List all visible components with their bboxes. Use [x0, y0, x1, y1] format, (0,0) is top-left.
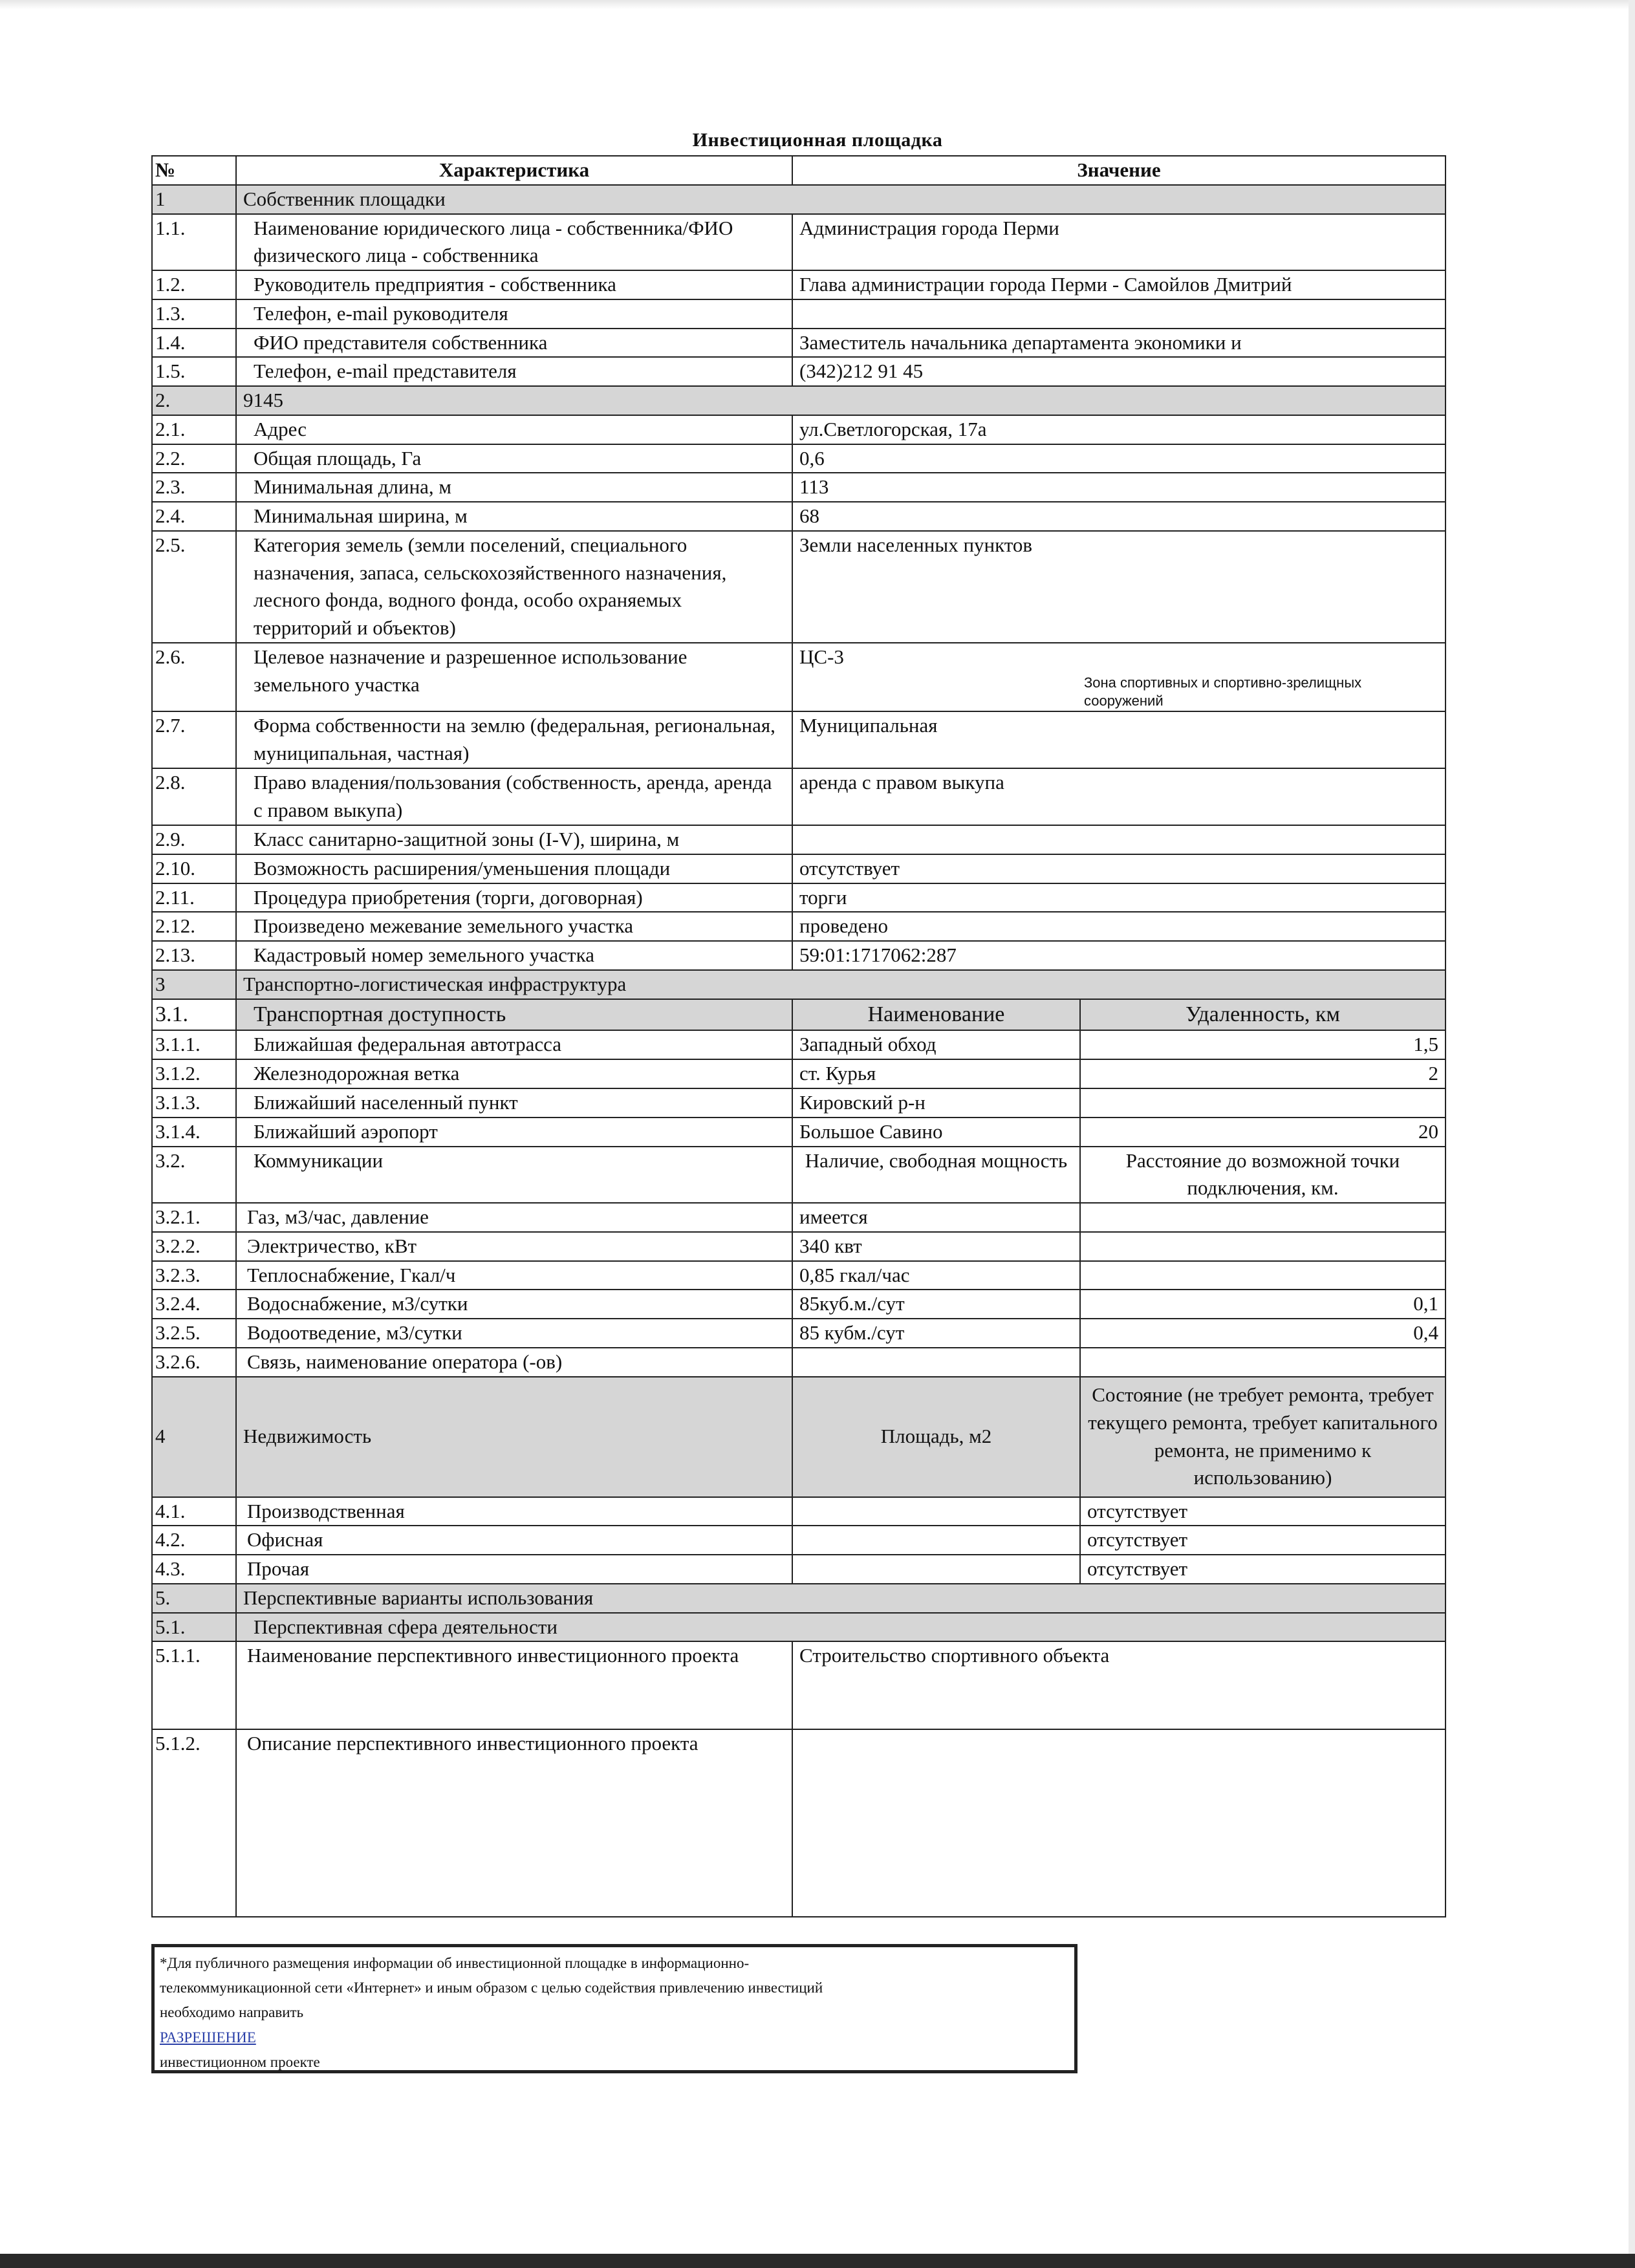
zoning-note: Зона спортивных и спортивно-зрелищных сооружений: [1084, 674, 1362, 709]
table-row: [152, 1290, 1446, 1319]
row-label: Водоотведение, м3/сутки: [236, 1319, 792, 1348]
row-num: 2.13.: [152, 941, 236, 970]
row-label: Перспективная сфера деятельности: [236, 1613, 1446, 1642]
row-name: Большое Савино: [792, 1118, 1080, 1147]
row-num: 2.12.: [152, 912, 236, 941]
subsection-row: [152, 1147, 1446, 1204]
row-value: 59:01:1717062:287: [792, 941, 1446, 970]
column-header-availability: Наличие, свободная мощность: [792, 1147, 1080, 1204]
row-num: 2.6.: [152, 643, 236, 711]
row-value: Глава администрации города Перми - Самойлов Дмитрий: [792, 270, 1446, 299]
row-value: Земли населенных пунктов: [792, 531, 1446, 643]
footnote-line: инвестиционном проекте: [160, 2053, 320, 2070]
investment-site-table: [151, 155, 1446, 1917]
row-state: отсутствует: [1080, 1497, 1446, 1526]
table-row: [152, 643, 1446, 711]
row-num: 4.1.: [152, 1497, 236, 1526]
table-row: [152, 502, 1446, 531]
row-value: [792, 299, 1446, 329]
row-distance: 2: [1080, 1059, 1446, 1088]
row-value: торги: [792, 883, 1446, 913]
scan-top-edge: [0, 0, 1635, 9]
section-row: [152, 1377, 1446, 1497]
table-row: [152, 270, 1446, 299]
row-label: Ближайший аэропорт: [236, 1118, 792, 1147]
table-row: [152, 1088, 1446, 1118]
column-header-area: Площадь, м2: [792, 1377, 1080, 1497]
row-label: ФИО представителя собственника: [236, 329, 792, 358]
footnote-line: необходимо направить: [160, 2004, 304, 2021]
row-num: 3.2.: [152, 1147, 236, 1204]
row-num: 1.5.: [152, 357, 236, 386]
row-num: 3.1.1.: [152, 1030, 236, 1059]
row-distance: [1080, 1203, 1446, 1232]
footnote-line: *Для публичного размещения информации об инвестиционной площадке в информационно-: [160, 1955, 750, 1971]
row-label: Ближайший населенный пункт: [236, 1088, 792, 1118]
table-row: [152, 1555, 1446, 1584]
row-value: 113: [792, 473, 1446, 502]
row-num: 3.1.3.: [152, 1088, 236, 1118]
row-label: Коммуникации: [236, 1147, 792, 1204]
row-value: отсутствует: [792, 854, 1446, 883]
row-num: 2.11.: [152, 883, 236, 913]
table-row: [152, 1203, 1446, 1232]
table-row: [152, 299, 1446, 329]
row-availability: 85 кубм./сут: [792, 1319, 1080, 1348]
row-distance: 0,4: [1080, 1319, 1446, 1348]
row-num: 3.2.1.: [152, 1203, 236, 1232]
row-num: 2.5.: [152, 531, 236, 643]
row-num: 2.2.: [152, 444, 236, 473]
section-row: [152, 386, 1446, 415]
table-row: [152, 1729, 1446, 1917]
row-value: (342)212 91 45: [792, 357, 1446, 386]
row-num: 2.7.: [152, 711, 236, 768]
row-num: 3.2.3.: [152, 1261, 236, 1290]
row-value: 0,6: [792, 444, 1446, 473]
row-availability: 340 квт: [792, 1232, 1080, 1261]
column-header-distance: Удаленность, км: [1080, 999, 1446, 1031]
table-row: [152, 415, 1446, 444]
row-distance: 0,1: [1080, 1290, 1446, 1319]
row-label: Электричество, кВт: [236, 1232, 792, 1261]
row-label: Произведено межевание земельного участка: [236, 912, 792, 941]
table-row: [152, 444, 1446, 473]
row-num: 4.2.: [152, 1526, 236, 1555]
row-label: Право владения/пользования (собственность, аренда, аренда с правом выкупа): [236, 768, 792, 825]
row-availability: 0,85 гкал/час: [792, 1261, 1080, 1290]
row-label: Адрес: [236, 415, 792, 444]
row-num: 2.8.: [152, 768, 236, 825]
row-value: ул.Светлогорская, 17а: [792, 415, 1446, 444]
table-row: [152, 357, 1446, 386]
section-row: [152, 1584, 1446, 1613]
row-availability: 85куб.м./сут: [792, 1290, 1080, 1319]
row-label: Описание перспективного инвестиционного проекта: [236, 1729, 792, 1917]
row-label: Газ, м3/час, давление: [236, 1203, 792, 1232]
row-label: Телефон, e-mail руководителя: [236, 299, 792, 329]
table-row: [152, 711, 1446, 768]
row-num: 2.4.: [152, 502, 236, 531]
row-label: Процедура приобретения (торги, договорная): [236, 883, 792, 913]
row-label: Наименование юридического лица - собственника/ФИО физического лица - собственника: [236, 214, 792, 271]
row-num: 2.1.: [152, 415, 236, 444]
row-label: Руководитель предприятия - собственника: [236, 270, 792, 299]
table-row: [152, 473, 1446, 502]
scan-bottom-edge: [0, 2254, 1635, 2268]
table-row: [152, 941, 1446, 970]
section-num: 3: [152, 970, 236, 999]
row-distance: 1,5: [1080, 1030, 1446, 1059]
scan-right-edge: [1629, 0, 1635, 2268]
column-header-name: Наименование: [792, 999, 1080, 1031]
row-value: проведено: [792, 912, 1446, 941]
row-label: Телефон, e-mail представителя: [236, 357, 792, 386]
footnote-box: [151, 1944, 1077, 2073]
row-label: Транспортная доступность: [236, 999, 792, 1031]
table-row: [152, 1232, 1446, 1261]
row-label: Офисная: [236, 1526, 792, 1555]
section-num: 4: [152, 1377, 236, 1497]
table-row: [152, 329, 1446, 358]
row-name: ст. Курья: [792, 1059, 1080, 1088]
section-row: [152, 970, 1446, 999]
table-row: [152, 1497, 1446, 1526]
zoning-code: ЦС-3: [799, 645, 844, 669]
row-distance: [1080, 1348, 1446, 1377]
row-name: Кировский р-н: [792, 1088, 1080, 1118]
row-availability: [792, 1348, 1080, 1377]
row-label: Класс санитарно-защитной зоны (I-V), ширина, м: [236, 825, 792, 854]
row-label: Прочая: [236, 1555, 792, 1584]
table-row: [152, 912, 1446, 941]
row-num: 3.2.5.: [152, 1319, 236, 1348]
section-title: Недвижимость: [236, 1377, 792, 1497]
section-row: [152, 185, 1446, 214]
table-row: [152, 1030, 1446, 1059]
row-num: 1.1.: [152, 214, 236, 271]
header-value: Значение: [792, 156, 1446, 185]
row-value: Строительство спортивного объекта: [792, 1641, 1446, 1729]
row-label: Железнодорожная ветка: [236, 1059, 792, 1088]
row-num: 4.3.: [152, 1555, 236, 1584]
row-label: Возможность расширения/уменьшения площади: [236, 854, 792, 883]
table-row: [152, 214, 1446, 271]
table-row: [152, 1641, 1446, 1729]
table-row: [152, 825, 1446, 854]
section-num: 5.: [152, 1584, 236, 1613]
subsection-row: [152, 1613, 1446, 1642]
row-label: Минимальная длина, м: [236, 473, 792, 502]
section-title: 9145: [236, 386, 1446, 415]
row-num: 3.1.: [152, 999, 236, 1031]
row-label: Кадастровый номер земельного участка: [236, 941, 792, 970]
table-row: [152, 531, 1446, 643]
row-value: Администрация города Перми: [792, 214, 1446, 271]
row-value: Заместитель начальника департамента экономики и: [792, 329, 1446, 358]
row-value: 68: [792, 502, 1446, 531]
row-label: Ближайшая федеральная автотрасса: [236, 1030, 792, 1059]
row-num: 2.9.: [152, 825, 236, 854]
subsection-row: [152, 999, 1446, 1031]
table-row: [152, 1059, 1446, 1088]
row-num: 5.1.: [152, 1613, 236, 1642]
row-label: Водоснабжение, м3/сутки: [236, 1290, 792, 1319]
row-label: Производственная: [236, 1497, 792, 1526]
table-row: [152, 883, 1446, 913]
row-num: 1.2.: [152, 270, 236, 299]
table-row: [152, 1261, 1446, 1290]
row-num: 3.2.4.: [152, 1290, 236, 1319]
row-num: 1.4.: [152, 329, 236, 358]
column-header-state: Состояние (не требует ремонта, требует текущего ремонта, требует капитального ремонта, не применимо к использованию): [1080, 1377, 1446, 1497]
row-value: аренда с правом выкупа: [792, 768, 1446, 825]
row-value: [792, 643, 1446, 711]
row-distance: [1080, 1088, 1446, 1118]
table-header-row: [152, 156, 1446, 185]
section-num: 2.: [152, 386, 236, 415]
row-area: [792, 1555, 1080, 1584]
permission-link[interactable]: РАЗРЕШЕНИЕ: [160, 2029, 256, 2046]
header-characteristic: Характеристика: [236, 156, 792, 185]
row-label: Общая площадь, Га: [236, 444, 792, 473]
table-row: [152, 854, 1446, 883]
row-value: [792, 1729, 1446, 1917]
row-label: Форма собственности на землю (федеральная, региональная, муниципальная, частная): [236, 711, 792, 768]
row-area: [792, 1526, 1080, 1555]
row-num: 3.1.2.: [152, 1059, 236, 1088]
section-title: Перспективные варианты использования: [236, 1584, 1446, 1613]
row-distance: [1080, 1261, 1446, 1290]
document-title: Инвестиционная площадка: [692, 129, 943, 151]
row-value: Муниципальная: [792, 711, 1446, 768]
row-label: Категория земель (земли поселений, специального назначения, запаса, сельскохозяйственного назначения, лесного фонда, водного фонда, особо охраняемых территорий и объектов): [236, 531, 792, 643]
row-label: Целевое назначение и разрешенное использование земельного участка: [236, 643, 792, 711]
table-row: [152, 1118, 1446, 1147]
row-num: 1.3.: [152, 299, 236, 329]
row-area: [792, 1497, 1080, 1526]
table-row: [152, 1319, 1446, 1348]
footnote-line: телекоммуникационной сети «Интернет» и иным образом с целью содействия привлечению инвестиций: [160, 1980, 823, 1996]
row-distance: [1080, 1232, 1446, 1261]
row-label: Теплоснабжение, Гкал/ч: [236, 1261, 792, 1290]
column-header-connection-distance: Расстояние до возможной точки подключения, км.: [1080, 1147, 1446, 1204]
table-row: [152, 768, 1446, 825]
row-name: Западный обход: [792, 1030, 1080, 1059]
row-num: 3.1.4.: [152, 1118, 236, 1147]
row-num: 5.1.1.: [152, 1641, 236, 1729]
row-num: 3.2.6.: [152, 1348, 236, 1377]
row-state: отсутствует: [1080, 1555, 1446, 1584]
section-title: Транспортно-логистическая инфраструктура: [236, 970, 1446, 999]
row-distance: 20: [1080, 1118, 1446, 1147]
row-label: Связь, наименование оператора (-ов): [236, 1348, 792, 1377]
row-value: [792, 825, 1446, 854]
row-num: 3.2.2.: [152, 1232, 236, 1261]
row-label: Минимальная ширина, м: [236, 502, 792, 531]
row-availability: имеется: [792, 1203, 1080, 1232]
row-num: 5.1.2.: [152, 1729, 236, 1917]
row-label: Наименование перспективного инвестиционного проекта: [236, 1641, 792, 1729]
row-state: отсутствует: [1080, 1526, 1446, 1555]
table-row: [152, 1526, 1446, 1555]
row-num: 2.10.: [152, 854, 236, 883]
section-title: Собственник площадки: [236, 185, 1446, 214]
table-row: [152, 1348, 1446, 1377]
section-num: 1: [152, 185, 236, 214]
header-num: №: [152, 156, 236, 185]
row-num: 2.3.: [152, 473, 236, 502]
